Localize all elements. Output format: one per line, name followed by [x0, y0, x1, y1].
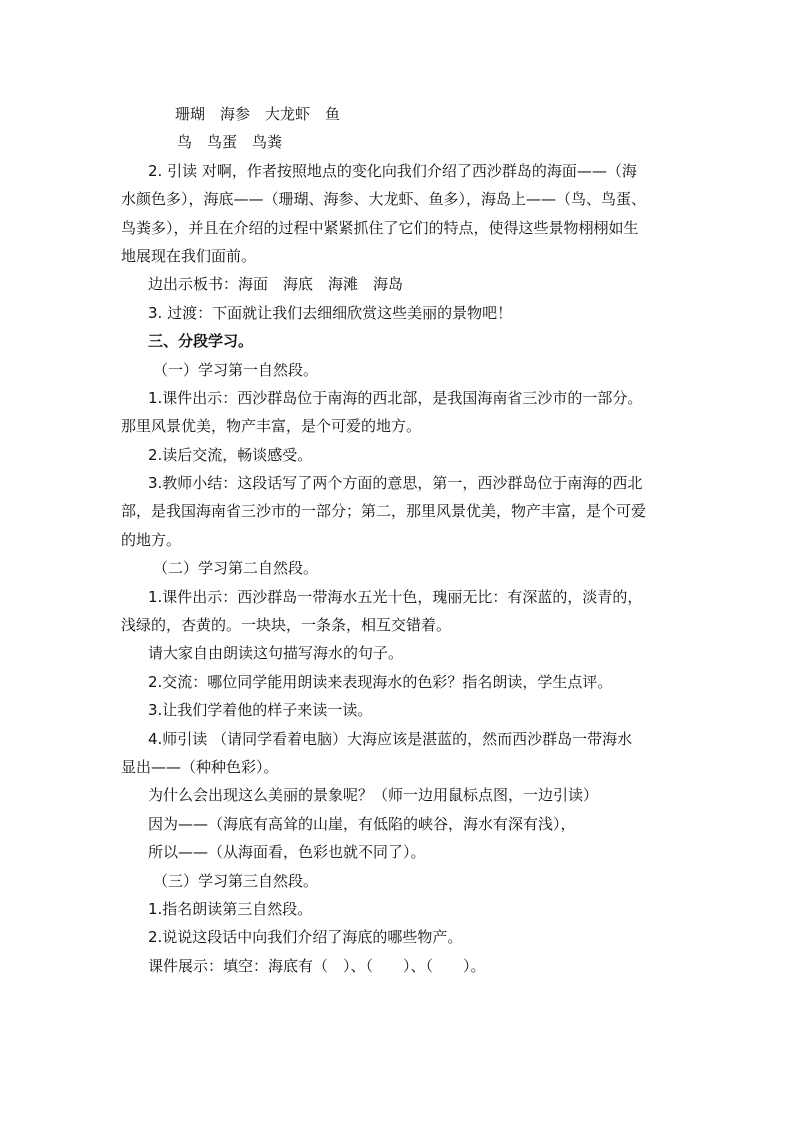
section-heading: 三、分段学习。: [148, 332, 254, 351]
paragraph-line: 2.交流：哪位同学能用朗读来表现海水的色彩？指名朗读，学生点评。: [148, 672, 613, 691]
document-body: [121, 100, 673, 980]
paragraph-line: 2. 引读 对啊，作者按照地点的变化向我们介绍了西沙群岛的海面——（海: [148, 161, 637, 180]
paragraph-line: 1.课件出示：西沙群岛一带海水五光十色，瑰丽无比：有深蓝的，淡青的，: [148, 587, 643, 606]
paragraph-line: 1.课件出示：西沙群岛位于南海的西北部，是我国海南省三沙市的一部分。: [148, 388, 643, 407]
paragraph-line: 浅绿的，杏黄的。一块块，一条条，相互交错着。: [121, 616, 452, 635]
paragraph-line: 3. 过渡：下面就让我们去细细欣赏这些美丽的景物吧！: [148, 303, 513, 322]
fill-in-blank-line: 课件展示：填空：海底有（ ）、（ ）、（ ）。: [148, 956, 486, 975]
figure-line-island-items: 鸟 鸟蛋 鸟粪: [177, 133, 283, 152]
paragraph-line: 3.让我们学着他的样子来读一读。: [148, 701, 373, 720]
paragraph-line: 2.说说这段话中向我们介绍了海底的哪些物产。: [148, 928, 463, 947]
paragraph-line: 3.教师小结：这段话写了两个方面的意思，第一，西沙群岛位于南海的西北: [148, 474, 643, 493]
subsection-heading: （二）学习第二自然段。: [153, 559, 319, 578]
subsection-heading: （三）学习第三自然段。: [153, 871, 319, 890]
subsection-heading: （一）学习第一自然段。: [153, 360, 319, 379]
paragraph-line: 鸟粪多），并且在介绍的过程中紧紧抓住了它们的特点，使得这些景物栩栩如生: [121, 218, 639, 237]
paragraph-line: 请大家自由朗读这句描写海水的句子。: [148, 644, 404, 663]
paragraph-line: 因为——（海底有高耸的山崖，有低陷的峡谷，海水有深有浅），: [148, 814, 576, 833]
paragraph-line: 地展现在我们面前。: [121, 246, 257, 265]
figure-line-sea-bottom-items: 珊瑚 海参 大龙虾 鱼: [175, 105, 341, 123]
paragraph-line: 水颜色多），海底——（珊瑚、海参、大龙虾、鱼多），海岛上——（鸟、鸟蛋、: [121, 190, 647, 209]
paragraph-line: 显出——（种种色彩）。: [121, 757, 279, 776]
paragraph-line: 部，是我国海南省三沙市的一部分；第二，那里风景优美，物产丰富，是个可爱: [121, 502, 647, 521]
paragraph-line: 为什么会出现这么美丽的景象呢？（师一边用鼠标点图，一边引读）: [148, 786, 599, 805]
paragraph-line: 4.师引读 （请同学看着电脑）大海应该是湛蓝的，然而西沙群岛一带海水: [148, 729, 633, 748]
paragraph-line: 那里风景优美，物产丰富，是个可爱的地方。: [121, 417, 422, 436]
paragraph-line: 所以——（从海面看，色彩也就不同了）。: [148, 843, 426, 862]
paragraph-line: 1.指名朗读第三自然段。: [148, 899, 313, 918]
blackboard-line: 边出示板书：海面 海底 海滩 海岛: [148, 275, 404, 294]
paragraph-line: 2.读后交流，畅谈感受。: [148, 445, 313, 464]
paragraph-line: 的地方。: [121, 530, 182, 549]
